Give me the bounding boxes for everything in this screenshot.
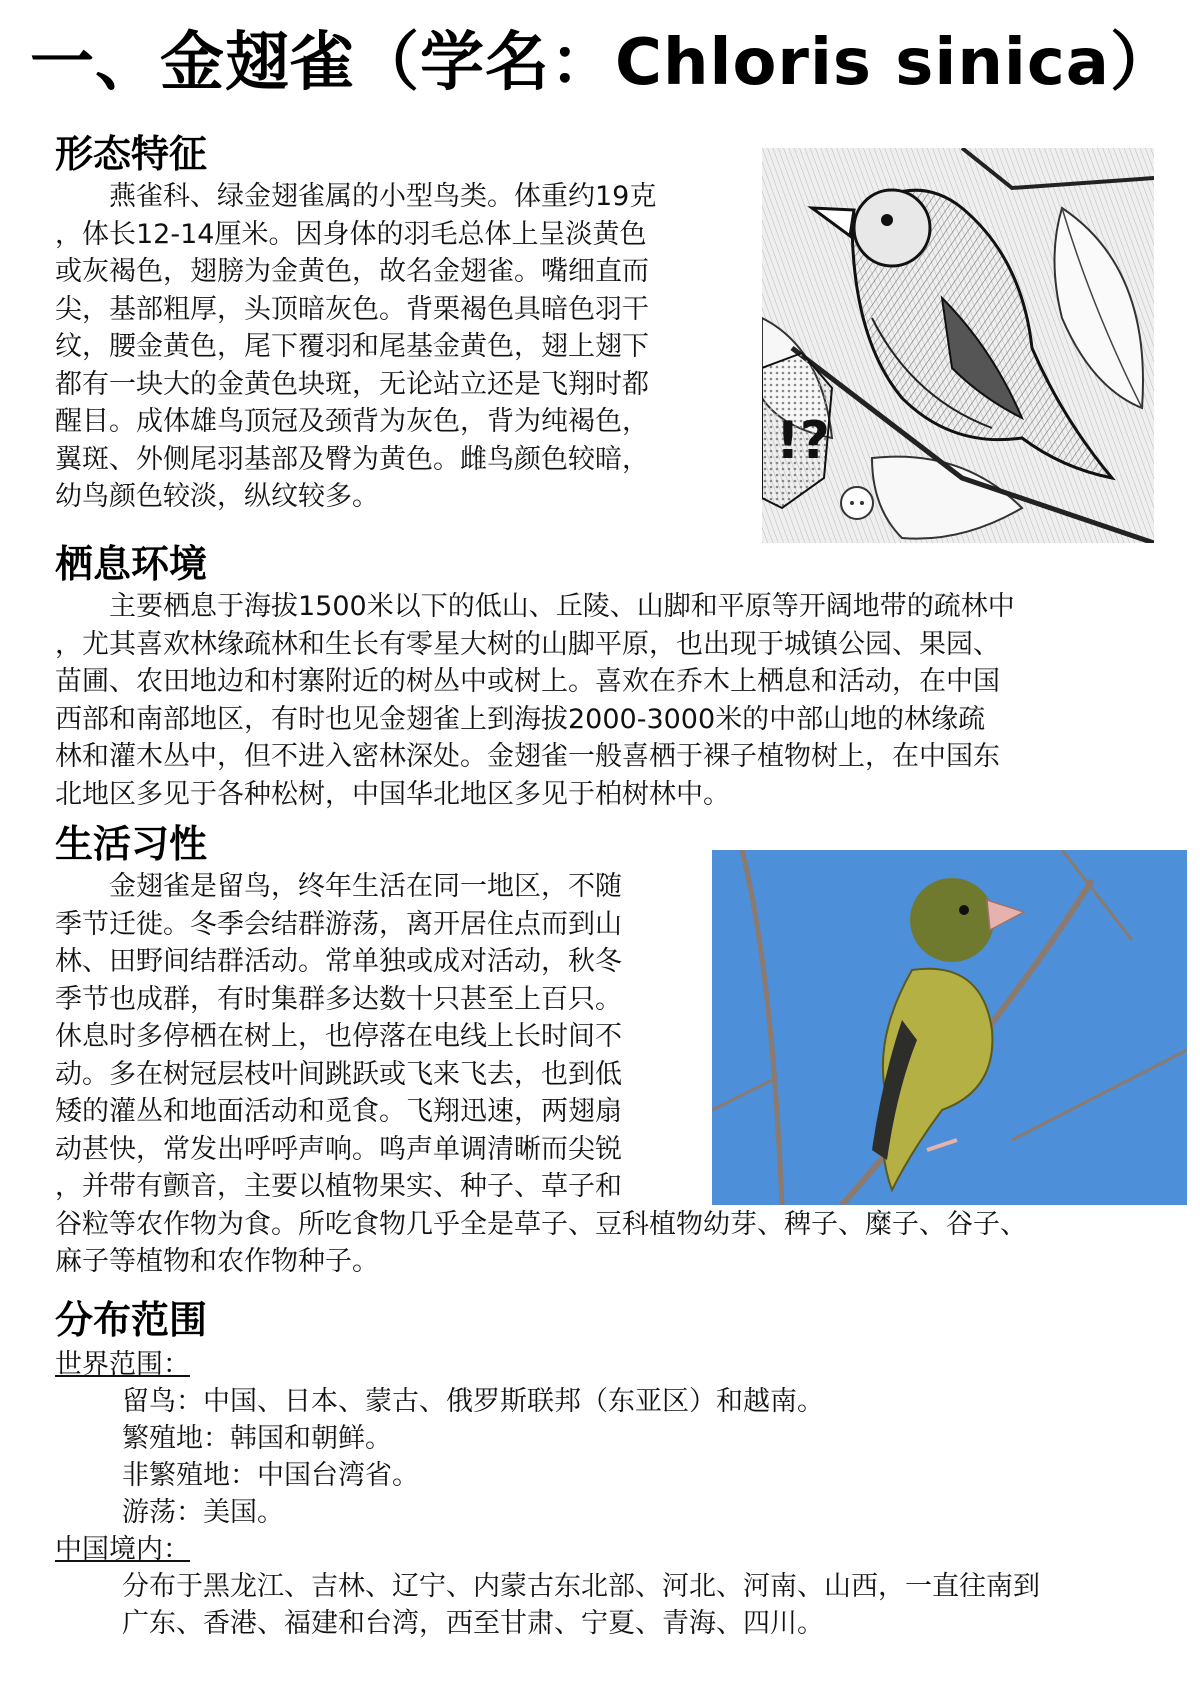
text-line: 金翅雀是留鸟，终年生活在同一地区，不随 [55, 871, 622, 902]
bird-illustration-image [762, 148, 1154, 543]
text-line: 谷粒等农作物为食。所吃食物几乎全是草子、豆科植物幼芽、稗子、糜子、谷子、 [55, 1208, 1027, 1240]
subheading-china-range: 中国境内： [55, 1534, 190, 1565]
subheading-world-range: 世界范围： [55, 1349, 190, 1380]
text-line: 幼鸟颜色较淡，纵纹较多。 [55, 481, 379, 512]
text-line: 林和灌木丛中，但不进入密林深处。金翅雀一般喜栖于裸子植物树上，在中国东 [55, 741, 1000, 772]
page-title: 一、金翅雀（学名：Chloris sinica） [30, 26, 1175, 100]
text-line: 休息时多停栖在树上，也停落在电线上长时间不 [55, 1021, 622, 1052]
text-line: ，体长12-14厘米。因身体的羽毛总体上呈淡黄色 [55, 218, 647, 250]
text-line: 季节也成群，有时集群多达数十只甚至上百只。 [55, 983, 622, 1015]
heading-habits: 生活习性 [55, 822, 208, 866]
text-line: 繁殖地：韩国和朝鲜。 [122, 1423, 392, 1454]
text-line: 季节迁徙。冬季会结群游荡，离开居住点而到山 [55, 908, 622, 940]
bird-photo-image [712, 850, 1187, 1205]
text-line: ，尤其喜欢林缘疏林和生长有零星大树的山脚平原，也出现于城镇公园、果园、 [55, 628, 1000, 660]
text-line: 醒目。成体雄鸟顶冠及颈背为灰色，背为纯褐色， [55, 406, 649, 437]
text-line: 广东、香港、福建和台湾，西至甘肃、宁夏、青海、四川。 [122, 1608, 824, 1639]
text-line: 都有一块大的金黄色块斑，无论站立还是飞翔时都 [55, 368, 649, 400]
text-line: 苗圃、农田地边和村寨附近的树丛中或树上。喜欢在乔木上栖息和活动，在中国 [55, 666, 1000, 697]
text-line: 西部和南部地区，有时也见金翅雀上到海拔2000-3000米的中部山地的林缘疏 [55, 703, 986, 735]
heading-distribution: 分布范围 [55, 1298, 208, 1342]
text-line: 燕雀科、绿金翅雀属的小型鸟类。体重约19克 [55, 181, 657, 212]
text-line: 主要栖息于海拔1500米以下的低山、丘陵、山脚和平原等开阔地带的疏林中 [55, 591, 1015, 622]
text-line: 动甚快，常发出呼呼声响。鸣声单调清晰而尖锐 [55, 1133, 622, 1165]
text-line: 动。多在树冠层枝叶间跳跃或飞来飞去，也到低 [55, 1058, 622, 1090]
text-line: 麻子等植物和农作物种子。 [55, 1246, 379, 1277]
text-line: 林、田野间结群活动。常单独或成对活动，秋冬 [55, 946, 622, 977]
paragraph-habitat [55, 588, 1015, 813]
heading-morphology: 形态特征 [55, 132, 208, 176]
text-line: 或灰褐色，翅膀为金黄色，故名金翅雀。嘴细直而 [55, 256, 649, 287]
heading-habitat: 栖息环境 [55, 542, 208, 586]
text-line: 分布于黑龙江、吉林、辽宁、内蒙古东北部、河北、河南、山西，一直往南到 [122, 1571, 1040, 1602]
text-line: 游荡：美国。 [122, 1497, 284, 1528]
text-line: 北地区多见于各种松树，中国华北地区多见于柏树林中。 [55, 778, 730, 810]
text-line: 留鸟：中国、日本、蒙古、俄罗斯联邦（东亚区）和越南。 [122, 1386, 824, 1417]
text-line: 翼斑、外侧尾羽基部及臀为黄色。雌鸟颜色较暗， [55, 443, 649, 475]
illustration-exclamation: !? [776, 411, 830, 471]
text-line: 纹，腰金黄色，尾下覆羽和尾基金黄色，翅上翅下 [55, 331, 649, 362]
text-line: 矮的灌丛和地面活动和觅食。飞翔迅速，两翅扇 [55, 1096, 622, 1127]
paragraph-morphology [55, 178, 656, 516]
text-line: 非繁殖地：中国台湾省。 [122, 1460, 419, 1491]
text-line: 尖，基部粗厚，头顶暗灰色。背栗褐色具暗色羽干 [55, 293, 649, 325]
text-line: ，并带有颤音，主要以植物果实、种子、草子和 [55, 1171, 622, 1202]
